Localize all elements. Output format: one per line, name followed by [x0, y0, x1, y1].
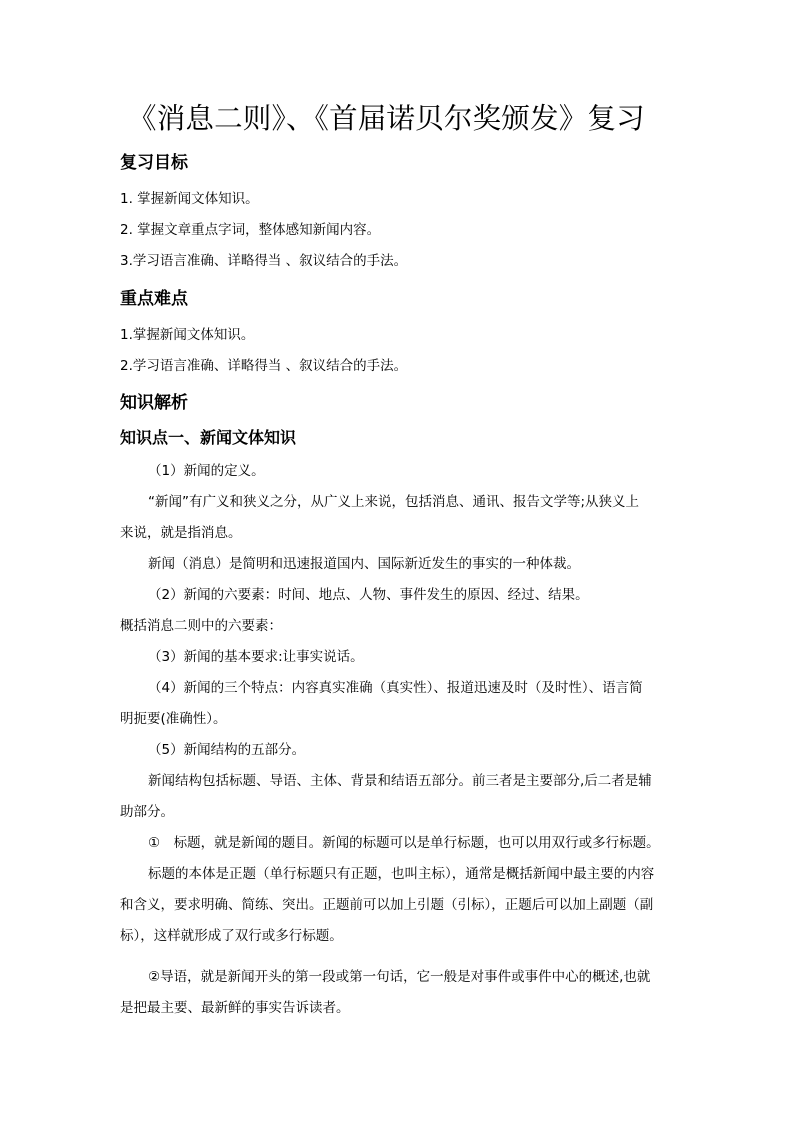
paragraph-line: 来说，就是指消息。: [120, 525, 242, 541]
paragraph-line: 新闻（消息）是简明和迅速报道国内、国际新近发生的事实的一种体裁。: [148, 556, 580, 572]
paragraph-line: 和含义，要求明确、简练、突出。正题前可以加上引题（引标），正题后可以加上副题（副: [120, 897, 654, 913]
paragraph-line: 新闻结构包括标题、导语、主体、背景和结语五部分。前三者是主要部分,后二者是辅: [148, 773, 652, 789]
paragraph-line: “新闻”有广义和狭义之分，从广义上来说，包括消息、通讯、报告文学等;从狭义上: [148, 494, 640, 510]
paragraph-line: （2）新闻的六要素：时间、地点、人物、事件发生的原因、经过、结果。: [148, 587, 589, 603]
paragraph-line: ②导语，就是新闻开头的第一段或第一句话，它一般是对事件或事件中心的概述,也就: [148, 969, 651, 985]
list-item: 1.掌握新闻文体知识。: [120, 327, 255, 343]
document-title: 《消息二则》、《首届诺贝尔奖颁发》复习: [128, 102, 645, 135]
list-item: 3.学习语言准确、详略得当 、叙议结合的手法。: [120, 253, 408, 269]
paragraph-line: 概括消息二则中的六要素：: [120, 618, 282, 634]
list-item: 2. 掌握文章重点字词，整体感知新闻内容。: [120, 222, 381, 238]
paragraph-line: （5）新闻结构的五部分。: [148, 742, 306, 758]
paragraph-line: 标），这样就形成了双行或多行标题。: [120, 928, 343, 944]
section-heading-key-points: 重点难点: [120, 289, 188, 309]
section-heading-knowledge: 知识解析: [120, 393, 188, 413]
paragraph-line: ① 标题，就是新闻的题目。新闻的标题可以是单行标题，也可以用双行或多行标题。: [148, 835, 660, 851]
list-item: 2.学习语言准确、详略得当 、叙议结合的手法。: [120, 358, 408, 374]
paragraph-line: （1）新闻的定义。: [148, 463, 265, 479]
paragraph-line: （4）新闻的三个特点：内容真实准确（真实性）、报道迅速及时（及时性）、语言简: [148, 680, 643, 696]
paragraph-line: （3）新闻的基本要求:让事实说话。: [148, 649, 364, 665]
subheading-knowledge-point-1: 知识点一、新闻文体知识: [120, 428, 297, 447]
section-heading-review-goals: 复习目标: [120, 153, 188, 173]
paragraph-line: 是把最主要、最新鲜的事实告诉读者。: [120, 1000, 350, 1016]
paragraph-line: 标题的本体是正题（单行标题只有正题，也叫主标），通常是概括新闻中最主要的内容: [148, 866, 655, 882]
paragraph-line: 明扼要(准确性）。: [120, 711, 227, 727]
paragraph-line: 助部分。: [120, 804, 174, 820]
list-item: 1. 掌握新闻文体知识。: [120, 191, 259, 207]
